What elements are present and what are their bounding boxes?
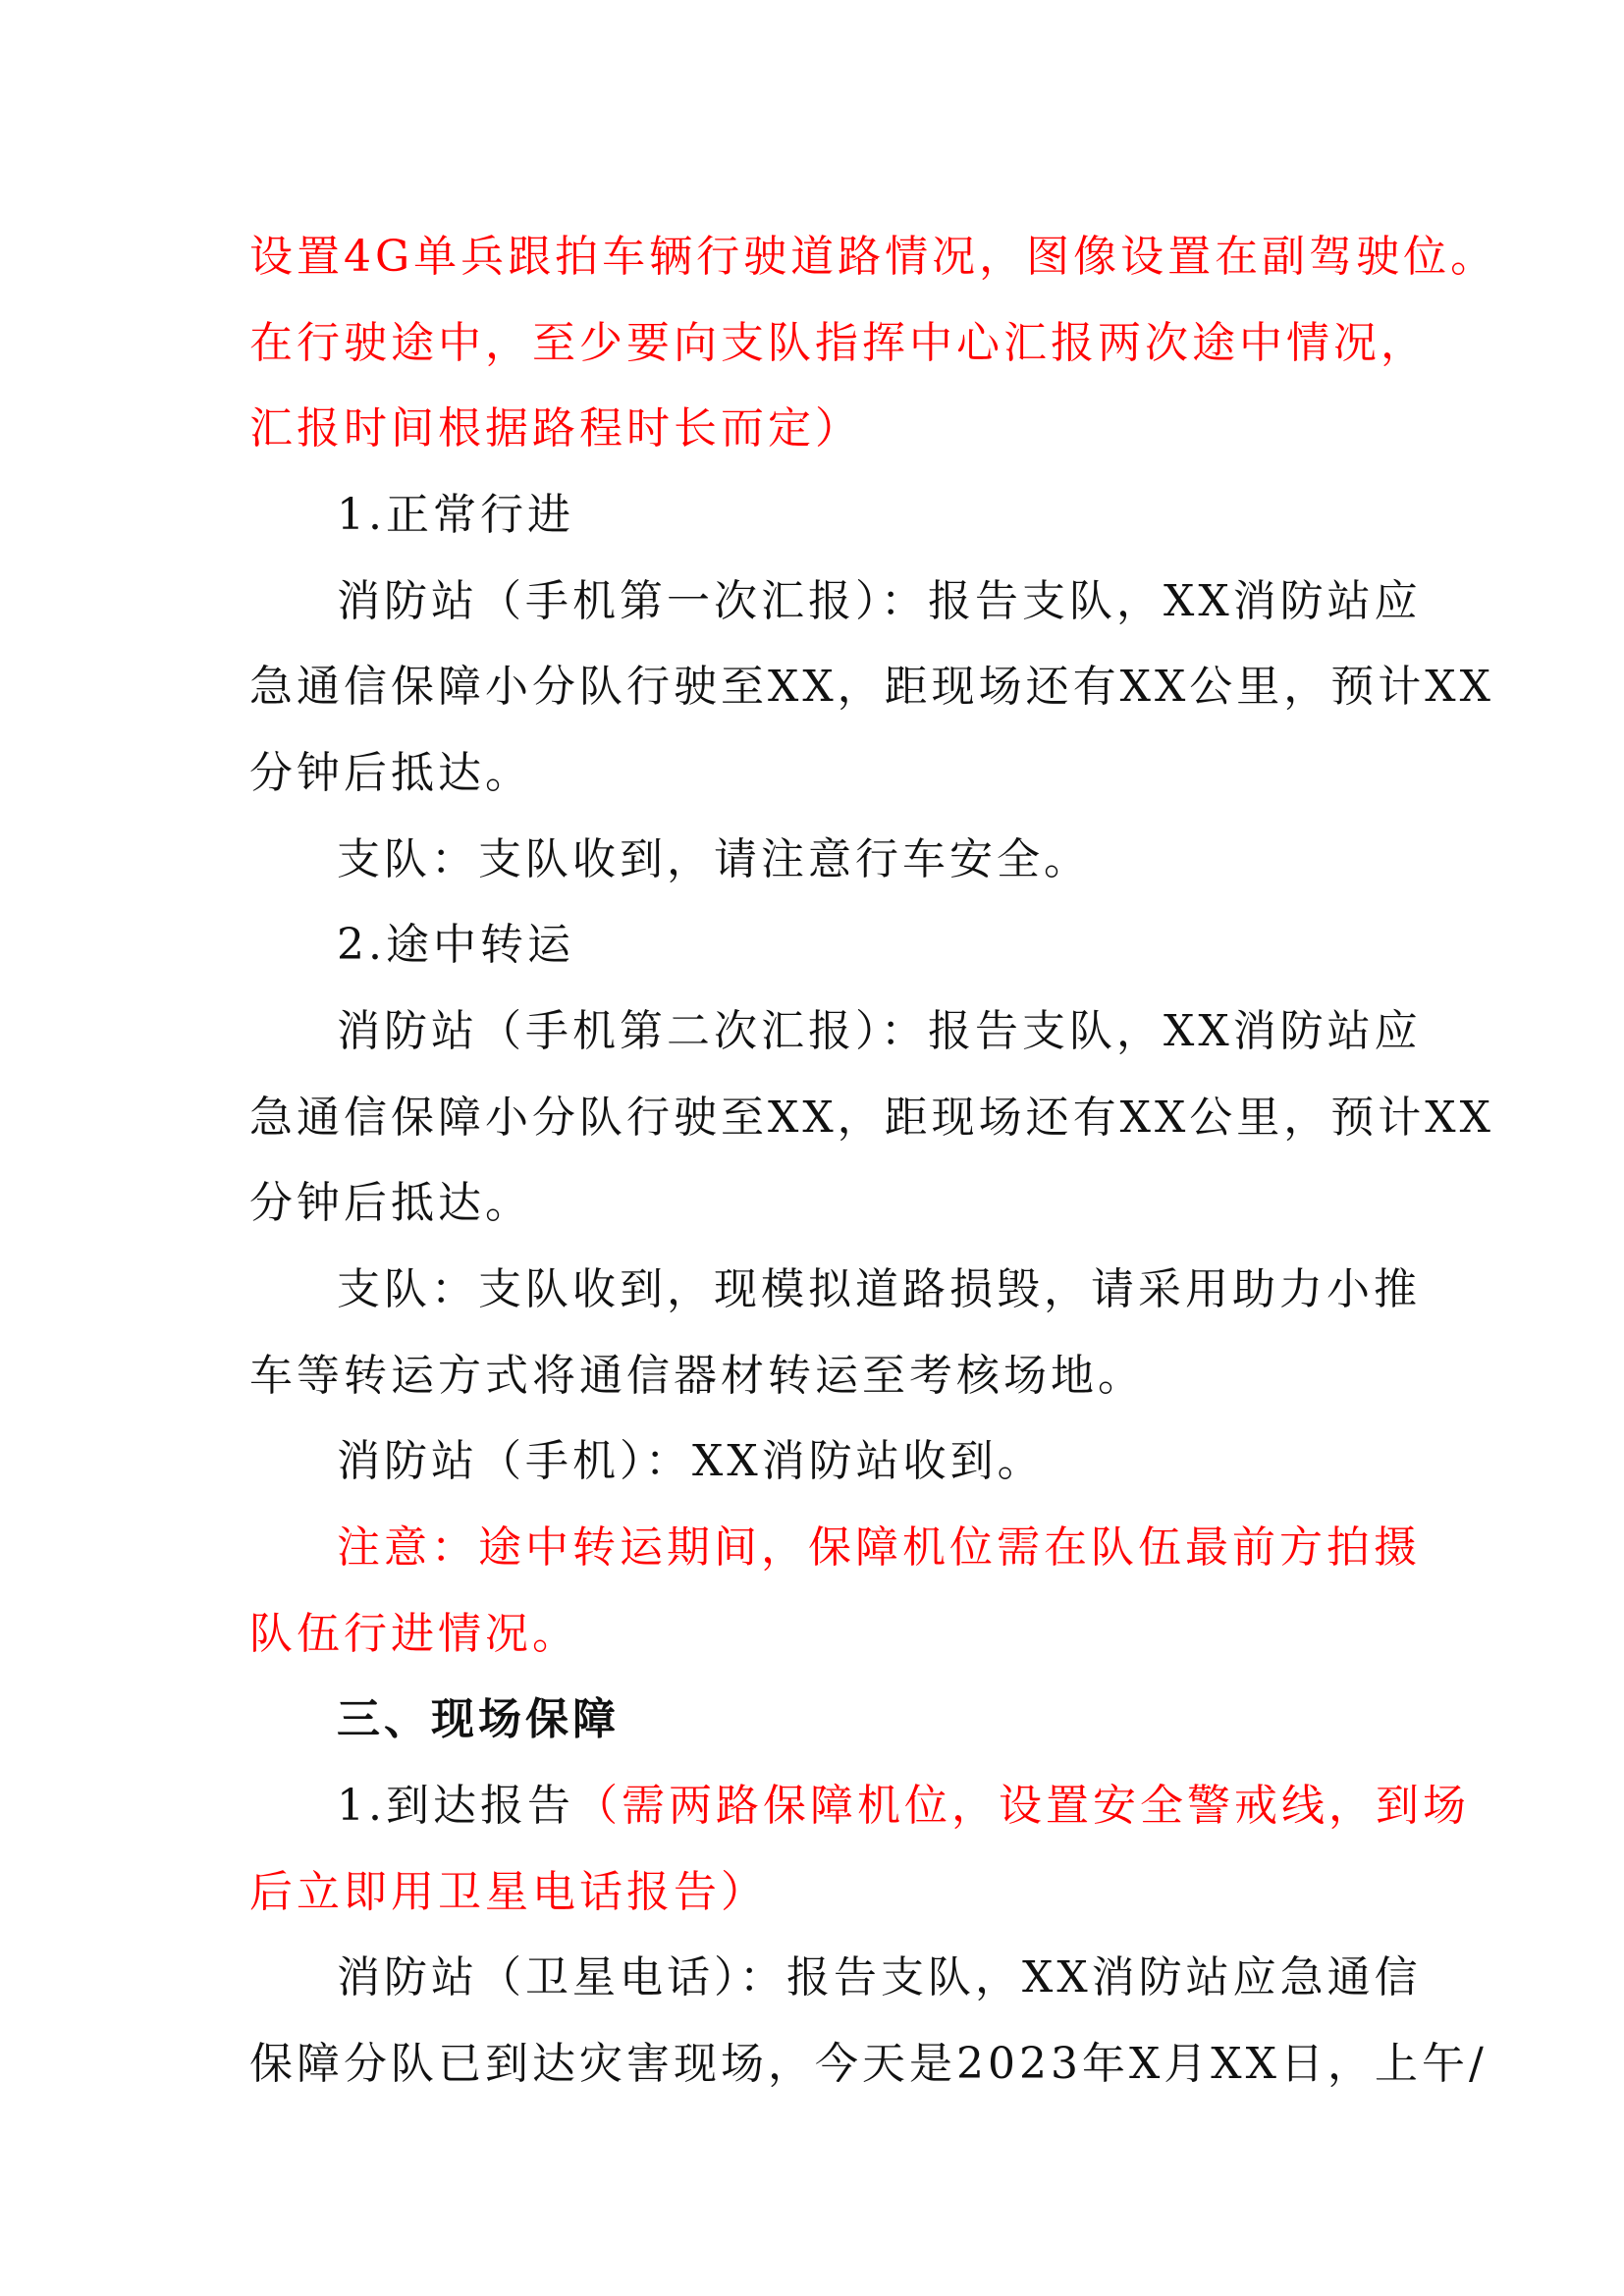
arrival-report-label: 1.到达报告 <box>337 1781 574 1831</box>
paragraph-line-6: 急通信保障小分队行驶至XX，距现场还有XX公里，预计XX <box>249 662 1494 712</box>
paragraph-line-8: 支队：支队收到，请注意行车安全。 <box>337 834 1091 884</box>
note-line-1: 注意：途中转运期间，保障机位需在队伍最前方拍摄 <box>337 1522 1421 1573</box>
paragraph-line-7: 分钟后抵达。 <box>249 748 532 798</box>
paragraph-line-19 <box>337 1777 1476 1836</box>
paragraph-line-22: 保障分队已到达灾害现场，今天是2023年X月XX日，上午/ <box>249 2039 1488 2089</box>
paragraph-line-21: 消防站（卫星电话）：报告支队，XX消防站应急通信 <box>337 1952 1422 2002</box>
paragraph-line-10: 消防站（手机第二次汇报）：报告支队，XX消防站应 <box>337 1006 1422 1056</box>
paragraph-line-12: 分钟后抵达。 <box>249 1178 532 1228</box>
paragraph-line-2: 在行驶途中，至少要向支队指挥中心汇报两次途中情况， <box>249 318 1428 368</box>
section-title-onsite-support: 三、现场保障 <box>337 1694 620 1744</box>
paragraph-line-1: 设置4G单兵跟拍车辆行驶道路情况，图像设置在副驾驶位。 <box>249 232 1498 282</box>
paragraph-line-13: 支队：支队收到，现模拟道路损毁，请采用助力小推 <box>337 1264 1421 1314</box>
paragraph-line-20: 后立即用卫星电话报告） <box>249 1867 768 1917</box>
paragraph-line-15: 消防站（手机）：XX消防站收到。 <box>337 1436 1045 1486</box>
paragraph-line-3: 汇报时间根据路程时长而定） <box>249 403 862 454</box>
paragraph-line-14: 车等转运方式将通信器材转运至考核场地。 <box>249 1351 1145 1401</box>
note-line-2: 队伍行进情况。 <box>249 1609 579 1659</box>
arrival-report-note: （需两路保障机位，设置安全警戒线，到场 <box>573 1781 1470 1831</box>
paragraph-line-5: 消防站（手机第一次汇报）：报告支队，XX消防站应 <box>337 576 1422 626</box>
section-heading-normal-travel: 1.正常行进 <box>337 490 574 540</box>
paragraph-line-11: 急通信保障小分队行驶至XX，距现场还有XX公里，预计XX <box>249 1093 1494 1143</box>
section-heading-transfer: 2.途中转运 <box>337 920 574 970</box>
